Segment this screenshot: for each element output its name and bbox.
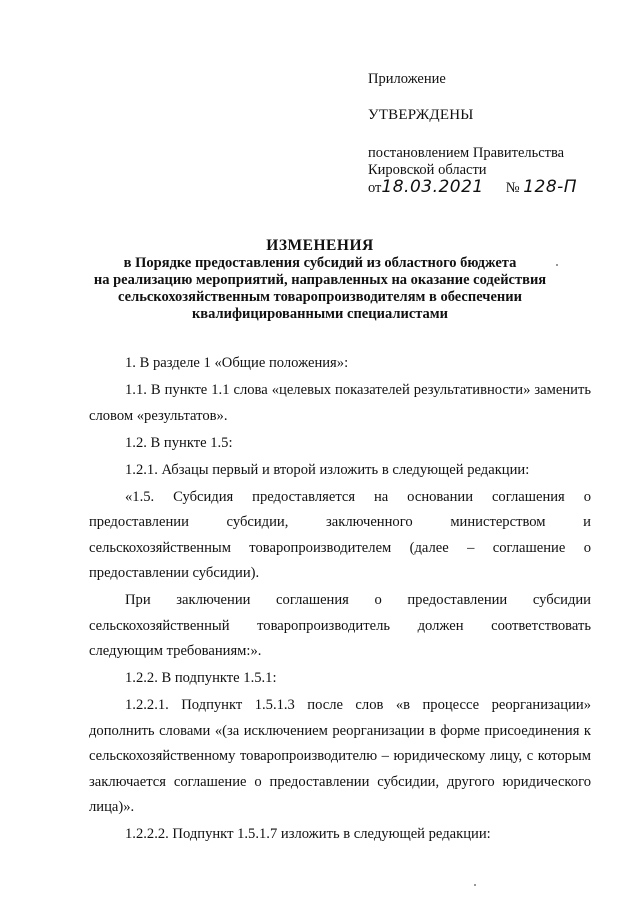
body-paragraph: 1.2.2. В подпункте 1.5.1:: [125, 670, 277, 686]
decree-line-1: постановлением Правительства: [368, 145, 565, 161]
heading-line: в Порядке предоставления субсидий из областного бюджета: [123, 255, 517, 271]
heading-line: квалифицированными специалистами: [191, 306, 449, 322]
appendix-label: Приложение: [368, 71, 446, 87]
decree-line-2: Кировской области: [368, 162, 487, 178]
document-body: [89, 351, 591, 848]
scan-speck: [474, 884, 476, 886]
scan-speck: [556, 264, 558, 266]
heading-line: сельскохозяйственным товаропроизводителям в обеспечении: [118, 289, 522, 305]
body-paragraph: При заключении соглашения о предоставлении субсидии сельскохозяйственный товаропроизводитель должен соответствовать следующим требованиям:».: [89, 592, 591, 659]
body-paragraph: 1.2.2.2. Подпункт 1.5.1.7 изложить в следующей редакции:: [125, 826, 491, 842]
body-paragraph: «1.5. Субсидия предоставляется на основании соглашения о предоставлении субсидии, заключенного министерством и сельскохозяйственным товаропроизводителем (далее – соглашение о предоставлении субсидии).: [89, 488, 591, 581]
document-heading: [70, 237, 570, 323]
decree-date-number-line: [368, 178, 577, 197]
body-paragraph: 1.2. В пункте 1.5:: [125, 434, 233, 451]
handwritten-number: 128-П: [523, 177, 578, 197]
handwritten-date: 18.03.2021: [381, 177, 484, 197]
body-paragraph: 1.2.2.1. Подпункт 1.5.1.3 после слов «в процессе реорганизации» дополнить словами «(за исключением реорганизации в форме присоединения к сельскохозяйственному товаропроизводителю – юридическому лицу, с которым заключается соглашение о предоставлении субсидии, другого юридического лица)».: [89, 697, 591, 815]
heading-title: ИЗМЕНЕНИЯ: [266, 237, 374, 254]
body-paragraph: 1.2.1. Абзацы первый и второй изложить в следующей редакции:: [125, 461, 530, 478]
approved-label: УТВЕРЖДЕНЫ: [368, 107, 474, 123]
heading-line: на реализацию мероприятий, направленных на оказание содействия: [93, 272, 547, 288]
from-label: от: [368, 180, 382, 196]
body-paragraph: 1.1. В пункте 1.1 слова «целевых показателей результативности» заменить словом «результатов».: [89, 382, 591, 424]
body-paragraph: 1. В разделе 1 «Общие положения»:: [125, 355, 349, 371]
number-label: №: [505, 180, 520, 196]
